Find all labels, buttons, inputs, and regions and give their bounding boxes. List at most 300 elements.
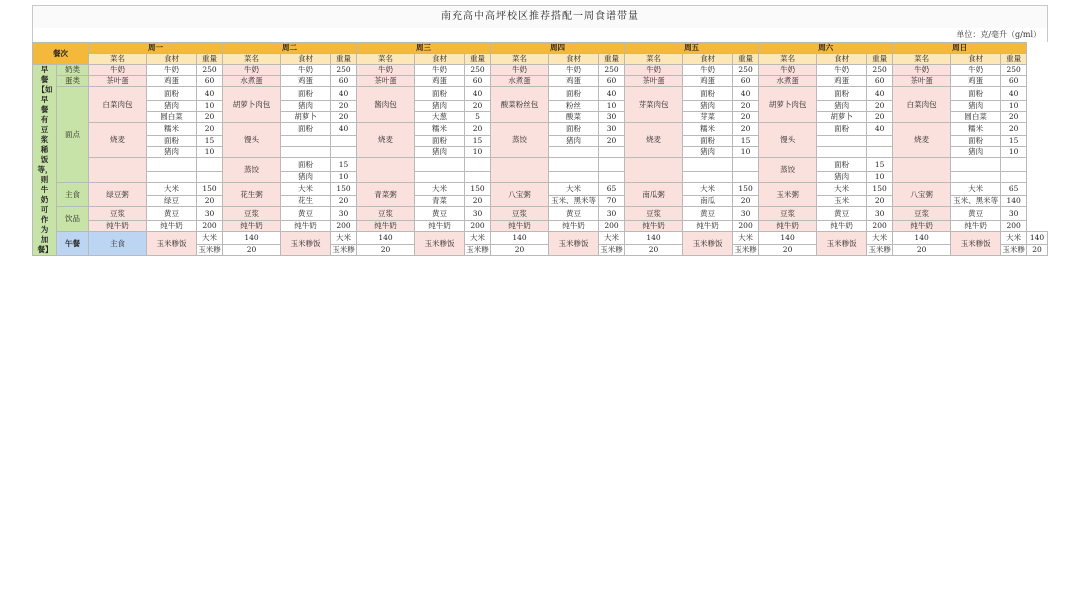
ingredient: 纯牛奶 <box>951 220 1001 231</box>
weight-value: 140 <box>491 231 549 245</box>
weight-value: 30 <box>331 207 357 221</box>
weight-value: 140 <box>1027 231 1048 245</box>
ingredient: 大米 <box>1001 231 1027 245</box>
weight-value: 20 <box>625 245 683 256</box>
column-header-dish: 菜名 <box>625 54 683 65</box>
ingredient: 黄豆 <box>817 207 867 221</box>
column-header-weight: 重量 <box>867 54 893 65</box>
ingredient <box>549 158 599 172</box>
weight-value: 20 <box>733 111 759 122</box>
ingredient: 绿豆 <box>147 196 197 207</box>
ingredient: 纯牛奶 <box>683 220 733 231</box>
weight-value: 200 <box>867 220 893 231</box>
ingredient: 圆白菜 <box>951 111 1001 122</box>
meal-breakfast <box>33 65 57 256</box>
ingredient: 大米 <box>331 231 357 245</box>
ingredient <box>415 171 465 182</box>
weight-value: 40 <box>733 87 759 101</box>
weight-value: 60 <box>331 76 357 87</box>
column-header-ingredient: 食材 <box>683 54 733 65</box>
ingredient: 大米 <box>683 182 733 196</box>
ingredient: 玉米、黑米等 <box>549 196 599 207</box>
dish-name: 纯牛奶 <box>759 220 817 231</box>
ingredient: 玉米、黑米等 <box>951 196 1001 207</box>
weight-value: 60 <box>465 76 491 87</box>
weight-value: 40 <box>867 87 893 101</box>
dish-name: 白菜肉包 <box>893 87 951 123</box>
ingredient: 大米 <box>549 182 599 196</box>
weight-value: 20 <box>1027 245 1048 256</box>
ingredient <box>147 171 197 182</box>
weight-value: 30 <box>465 207 491 221</box>
dish-name: 纯牛奶 <box>223 220 281 231</box>
dish-name: 水煮蛋 <box>491 76 549 87</box>
weight-value: 140 <box>893 231 951 245</box>
category-label: 饮品 <box>57 207 89 232</box>
ingredient <box>281 147 331 158</box>
ingredient: 大米 <box>599 231 625 245</box>
weight-value: 20 <box>599 136 625 147</box>
weight-value: 150 <box>867 182 893 196</box>
ingredient <box>549 171 599 182</box>
dish-name: 白菜肉包 <box>89 87 147 123</box>
column-header-weight: 重量 <box>733 54 759 65</box>
column-header-dish: 菜名 <box>491 54 549 65</box>
dish-name: 酸菜粉丝包 <box>491 87 549 123</box>
ingredient: 大米 <box>197 231 223 245</box>
weight-value: 20 <box>465 122 491 136</box>
weight-value: 20 <box>733 122 759 136</box>
sheet-title: 南充高中高坪校区推荐搭配一周食谱带量 <box>32 5 1048 28</box>
ingredient: 玉米糁 <box>868 245 891 255</box>
ingredient: 鸡蛋 <box>415 76 465 87</box>
ingredient: 猪肉 <box>817 171 867 182</box>
ingredient: 玉米糁 <box>466 245 489 255</box>
weight-value <box>1001 171 1027 182</box>
ingredient: 猪肉 <box>951 100 1001 111</box>
ingredient: 花生 <box>281 196 331 207</box>
dish-name: 玉米糁饭 <box>683 231 733 256</box>
weight-value: 140 <box>759 231 817 245</box>
weight-value: 60 <box>599 76 625 87</box>
ingredient: 大米 <box>867 231 893 245</box>
day-header: 周四 <box>491 43 625 54</box>
dish-name: 牛奶 <box>893 65 951 76</box>
weight-value: 150 <box>197 182 223 196</box>
weight-value <box>1001 158 1027 172</box>
day-header: 周一 <box>89 43 223 54</box>
weight-value: 150 <box>465 182 491 196</box>
weight-value: 40 <box>867 122 893 136</box>
ingredient: 面粉 <box>147 136 197 147</box>
weight-value <box>465 158 491 172</box>
dish-name: 南瓜粥 <box>625 182 683 207</box>
weight-value: 65 <box>1001 182 1027 196</box>
ingredient: 鸡蛋 <box>683 76 733 87</box>
ingredient: 面粉 <box>415 87 465 101</box>
ingredient: 鸡蛋 <box>549 76 599 87</box>
ingredient: 大米 <box>733 231 759 245</box>
dish-name: 蒸饺 <box>759 158 817 183</box>
weight-value: 30 <box>599 207 625 221</box>
ingredient: 胡萝卜 <box>281 111 331 122</box>
dish-name: 茶叶蛋 <box>893 76 951 87</box>
dish-name: 烧麦 <box>893 122 951 158</box>
dish-name: 豆浆 <box>223 207 281 221</box>
weight-value <box>465 171 491 182</box>
dish-name: 豆浆 <box>491 207 549 221</box>
weight-value <box>331 147 357 158</box>
ingredient: 大米 <box>817 182 867 196</box>
ingredient: 玉米糁 <box>332 245 355 255</box>
weight-value: 200 <box>465 220 491 231</box>
ingredient: 南瓜 <box>683 196 733 207</box>
ingredient: 糯米 <box>683 122 733 136</box>
ingredient: 大米 <box>951 182 1001 196</box>
dish-name: 牛奶 <box>759 65 817 76</box>
ingredient: 玉米糁 <box>600 245 623 255</box>
ingredient: 牛奶 <box>683 65 733 76</box>
ingredient: 黄豆 <box>549 207 599 221</box>
ingredient: 猪肉 <box>281 100 331 111</box>
ingredient: 面粉 <box>549 87 599 101</box>
dish-name <box>625 158 683 183</box>
dish-name: 玉米粥 <box>759 182 817 207</box>
weight-value: 10 <box>867 171 893 182</box>
ingredient: 黄豆 <box>415 207 465 221</box>
weight-value: 200 <box>331 220 357 231</box>
ingredient: 牛奶 <box>281 65 331 76</box>
dish-name: 牛奶 <box>89 65 147 76</box>
ingredient: 圆白菜 <box>147 111 197 122</box>
ingredient: 猪肉 <box>549 136 599 147</box>
weight-value: 140 <box>357 231 415 245</box>
weight-value: 10 <box>197 100 223 111</box>
dish-name <box>491 158 549 183</box>
weight-value: 200 <box>1001 220 1027 231</box>
weight-value: 20 <box>733 196 759 207</box>
weight-value: 150 <box>331 182 357 196</box>
weight-value: 250 <box>867 65 893 76</box>
ingredient: 大葱 <box>415 111 465 122</box>
dish-name: 牛奶 <box>491 65 549 76</box>
column-header-ingredient: 食材 <box>549 54 599 65</box>
weight-value: 30 <box>867 207 893 221</box>
ingredient: 牛奶 <box>817 65 867 76</box>
weight-value: 200 <box>599 220 625 231</box>
weight-value: 150 <box>733 182 759 196</box>
dish-name: 八宝粥 <box>491 182 549 207</box>
category-label: 面点 <box>57 87 89 183</box>
ingredient: 纯牛奶 <box>147 220 197 231</box>
weight-value <box>867 136 893 147</box>
ingredient: 玉米糁 <box>198 245 221 255</box>
dish-name <box>89 158 147 183</box>
weight-value: 20 <box>331 111 357 122</box>
ingredient: 纯牛奶 <box>281 220 331 231</box>
column-header-weight: 重量 <box>465 54 491 65</box>
column-header-ingredient: 食材 <box>147 54 197 65</box>
ingredient: 胡萝卜 <box>817 111 867 122</box>
weight-value: 60 <box>197 76 223 87</box>
weight-value: 20 <box>1001 111 1027 122</box>
weight-value: 70 <box>599 196 625 207</box>
weight-value <box>599 171 625 182</box>
weight-value: 20 <box>357 245 415 256</box>
ingredient: 猪肉 <box>281 171 331 182</box>
dish-name: 玉米糁饭 <box>817 231 867 256</box>
dish-name: 烧麦 <box>357 122 415 158</box>
day-header: 周六 <box>759 43 893 54</box>
dish-name: 茶叶蛋 <box>357 76 415 87</box>
ingredient: 牛奶 <box>549 65 599 76</box>
ingredient: 黄豆 <box>281 207 331 221</box>
weight-value: 20 <box>331 196 357 207</box>
ingredient: 鸡蛋 <box>951 76 1001 87</box>
meal-column-header: 餐次 <box>33 43 89 65</box>
dish-name: 豆浆 <box>759 207 817 221</box>
ingredient: 鸡蛋 <box>147 76 197 87</box>
ingredient: 面粉 <box>281 158 331 172</box>
ingredient: 猪肉 <box>683 147 733 158</box>
ingredient: 大米 <box>147 182 197 196</box>
weight-value: 20 <box>331 100 357 111</box>
ingredient <box>817 136 867 147</box>
ingredient: 猪肉 <box>951 147 1001 158</box>
menu-table <box>32 42 1048 256</box>
weight-value: 20 <box>1001 122 1027 136</box>
ingredient: 猪肉 <box>415 147 465 158</box>
column-header-dish: 菜名 <box>893 54 951 65</box>
weight-value <box>331 136 357 147</box>
dish-name: 豆浆 <box>357 207 415 221</box>
weight-value: 140 <box>223 231 281 245</box>
ingredient <box>683 158 733 172</box>
ingredient: 面粉 <box>281 87 331 101</box>
ingredient: 面粉 <box>951 136 1001 147</box>
weight-value <box>197 158 223 172</box>
ingredient: 面粉 <box>817 122 867 136</box>
weight-value: 20 <box>197 122 223 136</box>
dish-name: 纯牛奶 <box>89 220 147 231</box>
dish-name: 玉米糁饭 <box>415 231 465 256</box>
ingredient: 芽菜 <box>683 111 733 122</box>
dish-name: 豆浆 <box>89 207 147 221</box>
dish-name: 茶叶蛋 <box>625 76 683 87</box>
ingredient: 面粉 <box>951 87 1001 101</box>
column-header-dish: 菜名 <box>357 54 415 65</box>
weight-value <box>599 147 625 158</box>
dish-name: 水煮蛋 <box>759 76 817 87</box>
weight-value: 20 <box>491 245 549 256</box>
weight-value: 60 <box>733 76 759 87</box>
menu-sheet <box>32 5 1048 605</box>
dish-name: 茶叶蛋 <box>89 76 147 87</box>
weight-value <box>599 158 625 172</box>
weight-value: 15 <box>331 158 357 172</box>
ingredient: 糯米 <box>415 122 465 136</box>
ingredient: 糯米 <box>951 122 1001 136</box>
weight-value: 30 <box>599 122 625 136</box>
dish-name: 花生粥 <box>223 182 281 207</box>
weight-value: 15 <box>465 136 491 147</box>
weight-value: 20 <box>197 196 223 207</box>
weight-value: 10 <box>331 171 357 182</box>
category-label: 主食 <box>89 231 147 256</box>
weight-value: 15 <box>733 136 759 147</box>
weight-value: 30 <box>1001 207 1027 221</box>
ingredient: 青菜 <box>415 196 465 207</box>
ingredient: 大米 <box>465 231 491 245</box>
weight-value: 200 <box>733 220 759 231</box>
weight-value: 60 <box>867 76 893 87</box>
ingredient: 黄豆 <box>683 207 733 221</box>
ingredient: 玉米糁 <box>1002 245 1025 255</box>
weight-value: 30 <box>733 207 759 221</box>
ingredient: 酸菜 <box>549 111 599 122</box>
ingredient: 玉米 <box>817 196 867 207</box>
day-header: 周三 <box>357 43 491 54</box>
weight-value: 40 <box>197 87 223 101</box>
dish-name: 芽菜肉包 <box>625 87 683 123</box>
meal-lunch: 午餐 <box>57 231 89 256</box>
weight-value: 5 <box>465 111 491 122</box>
ingredient: 面粉 <box>415 136 465 147</box>
ingredient: 面粉 <box>817 87 867 101</box>
ingredient: 猪肉 <box>147 100 197 111</box>
weight-value: 15 <box>867 158 893 172</box>
ingredient: 纯牛奶 <box>415 220 465 231</box>
weight-value <box>733 158 759 172</box>
dish-name: 烧麦 <box>89 122 147 158</box>
ingredient: 面粉 <box>817 158 867 172</box>
weight-value: 250 <box>733 65 759 76</box>
dish-name: 蒸饺 <box>491 122 549 158</box>
weight-value: 15 <box>197 136 223 147</box>
ingredient: 玉米糁 <box>734 245 757 255</box>
category-label: 主食 <box>57 182 89 207</box>
dish-name: 胡萝卜肉包 <box>759 87 817 123</box>
dish-name: 玉米糁饭 <box>951 231 1001 256</box>
dish-name: 青菜粥 <box>357 182 415 207</box>
ingredient <box>951 158 1001 172</box>
ingredient: 黄豆 <box>951 207 1001 221</box>
ingredient <box>683 171 733 182</box>
ingredient: 面粉 <box>281 122 331 136</box>
column-header-weight: 重量 <box>331 54 357 65</box>
column-header-dish: 菜名 <box>89 54 147 65</box>
column-header-weight: 重量 <box>599 54 625 65</box>
category-label: 蛋类 <box>57 76 89 87</box>
column-header-weight: 重量 <box>1001 54 1027 65</box>
weight-value: 20 <box>733 100 759 111</box>
ingredient <box>951 171 1001 182</box>
dish-name: 豆浆 <box>893 207 951 221</box>
ingredient: 鸡蛋 <box>817 76 867 87</box>
ingredient: 大米 <box>281 182 331 196</box>
ingredient: 糯米 <box>147 122 197 136</box>
weight-value: 60 <box>1001 76 1027 87</box>
dish-name: 馒头 <box>223 122 281 158</box>
ingredient: 牛奶 <box>147 65 197 76</box>
weight-value: 250 <box>465 65 491 76</box>
ingredient: 面粉 <box>683 87 733 101</box>
weight-value: 20 <box>197 111 223 122</box>
day-header: 周五 <box>625 43 759 54</box>
dish-name: 牛奶 <box>223 65 281 76</box>
ingredient <box>549 147 599 158</box>
ingredient: 牛奶 <box>951 65 1001 76</box>
dish-name: 玉米糁饭 <box>147 231 197 256</box>
dish-name: 绿豆粥 <box>89 182 147 207</box>
dish-name: 玉米糁饭 <box>549 231 599 256</box>
day-header: 周二 <box>223 43 357 54</box>
meal-breakfast-label: 早餐【如早餐有豆浆稀饭等，则牛奶可作为加餐】 <box>37 65 53 254</box>
column-header-ingredient: 食材 <box>281 54 331 65</box>
weight-value <box>733 171 759 182</box>
dish-name: 胡萝卜肉包 <box>223 87 281 123</box>
ingredient: 猪肉 <box>415 100 465 111</box>
column-header-dish: 菜名 <box>759 54 817 65</box>
weight-value: 20 <box>893 245 951 256</box>
weight-value: 20 <box>867 111 893 122</box>
ingredient: 面粉 <box>549 122 599 136</box>
ingredient <box>415 158 465 172</box>
ingredient <box>817 147 867 158</box>
weight-value: 140 <box>625 231 683 245</box>
weight-value: 40 <box>1001 87 1027 101</box>
ingredient: 面粉 <box>147 87 197 101</box>
ingredient: 纯牛奶 <box>549 220 599 231</box>
dish-name: 八宝粥 <box>893 182 951 207</box>
weight-value: 20 <box>465 196 491 207</box>
dish-name: 玉米糁饭 <box>281 231 331 256</box>
weight-value: 20 <box>867 196 893 207</box>
dish-name: 酱肉包 <box>357 87 415 123</box>
ingredient: 猪肉 <box>147 147 197 158</box>
weight-value <box>197 171 223 182</box>
ingredient: 大米 <box>415 182 465 196</box>
column-header-weight: 重量 <box>197 54 223 65</box>
dish-name: 烧麦 <box>625 122 683 158</box>
weight-value: 40 <box>331 87 357 101</box>
weight-value: 140 <box>1001 196 1027 207</box>
weight-value: 20 <box>759 245 817 256</box>
dish-name: 牛奶 <box>357 65 415 76</box>
dish-name <box>893 158 951 183</box>
weight-value: 250 <box>331 65 357 76</box>
weight-value: 10 <box>465 147 491 158</box>
weight-value: 250 <box>1001 65 1027 76</box>
weight-value: 250 <box>599 65 625 76</box>
weight-value: 40 <box>599 87 625 101</box>
dish-name: 蒸饺 <box>223 158 281 183</box>
dish-name: 豆浆 <box>625 207 683 221</box>
weight-value: 40 <box>465 87 491 101</box>
weight-value: 30 <box>599 111 625 122</box>
ingredient <box>281 136 331 147</box>
dish-name <box>357 158 415 183</box>
dish-name: 纯牛奶 <box>625 220 683 231</box>
weight-value <box>867 147 893 158</box>
weight-value: 20 <box>867 100 893 111</box>
day-header: 周日 <box>893 43 1027 54</box>
weight-value: 10 <box>1001 147 1027 158</box>
category-label: 奶类 <box>57 65 89 76</box>
ingredient: 粉丝 <box>549 100 599 111</box>
weight-value: 15 <box>1001 136 1027 147</box>
ingredient: 猪肉 <box>817 100 867 111</box>
